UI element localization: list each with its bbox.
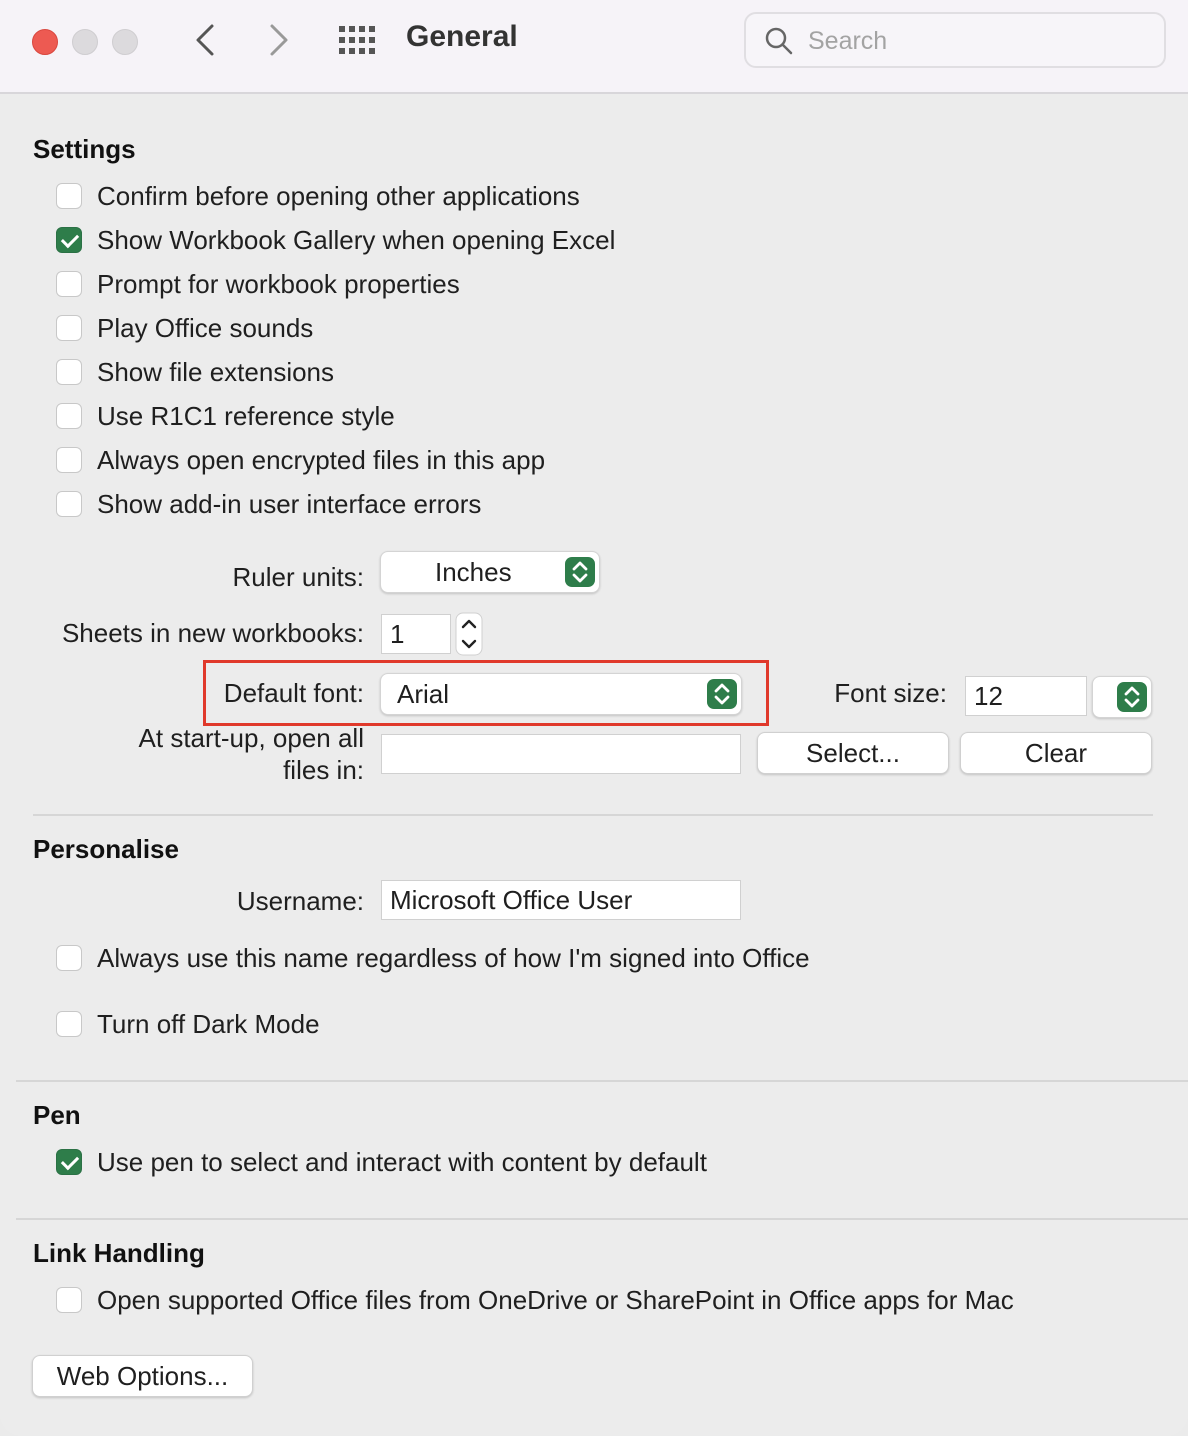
checkbox-label: Show file extensions bbox=[97, 356, 335, 387]
checkbox-label: Prompt for workbook properties bbox=[97, 268, 460, 299]
sheets-in-new-workbooks-label: Sheets in new workbooks: bbox=[61, 618, 364, 648]
window-title: General bbox=[406, 20, 518, 53]
clear-folder-button[interactable]: Clear bbox=[960, 732, 1152, 774]
checkbox[interactable] bbox=[56, 447, 82, 473]
play-office-sounds-row[interactable] bbox=[56, 312, 313, 344]
checkbox[interactable] bbox=[56, 271, 82, 297]
checkbox-label: Confirm before opening other applications bbox=[97, 180, 580, 211]
prompt-workbook-properties-row[interactable] bbox=[56, 268, 460, 300]
confirm-before-opening-row[interactable] bbox=[56, 180, 580, 212]
chevron-up-down-icon bbox=[1117, 682, 1147, 712]
web-options-button[interactable]: Web Options... bbox=[32, 1355, 253, 1397]
default-font-label: Default font: bbox=[223, 678, 364, 708]
minimize-window-button[interactable] bbox=[72, 29, 98, 55]
checkbox[interactable] bbox=[56, 359, 82, 385]
show-file-extensions-row[interactable] bbox=[56, 356, 334, 388]
checkbox-label: Play Office sounds bbox=[97, 312, 314, 343]
checkbox[interactable] bbox=[56, 1287, 82, 1313]
checkbox-label: Turn off Dark Mode bbox=[97, 1008, 320, 1039]
startup-label-line1: At start-up, open all bbox=[138, 723, 364, 753]
font-size-field[interactable]: 12 bbox=[965, 676, 1087, 716]
checkbox-label: Show add-in user interface errors bbox=[97, 488, 482, 519]
show-all-grid-icon[interactable] bbox=[338, 24, 378, 56]
search-field[interactable] bbox=[744, 12, 1166, 68]
sheets-count-field[interactable]: 1 bbox=[381, 614, 451, 654]
username-label: Username: bbox=[236, 886, 364, 916]
search-input[interactable] bbox=[806, 22, 1150, 60]
checkbox[interactable] bbox=[56, 315, 82, 341]
forward-arrow-icon[interactable] bbox=[258, 20, 298, 60]
checkbox-label: Always use this name regardless of how I'm signed into Office bbox=[97, 942, 810, 973]
open-encrypted-files-row[interactable] bbox=[56, 444, 545, 476]
ruler-units-value: Inches bbox=[435, 557, 512, 587]
section-divider bbox=[16, 1218, 1188, 1220]
font-size-label: Font size: bbox=[834, 678, 947, 708]
startup-folder-label bbox=[139, 722, 364, 786]
personalise-heading: Personalise bbox=[33, 834, 179, 864]
preferences-content bbox=[0, 94, 1188, 1436]
show-workbook-gallery-row[interactable] bbox=[56, 224, 615, 256]
default-font-value: Arial bbox=[397, 679, 450, 709]
checkbox-label: Use pen to select and interact with content by default bbox=[97, 1146, 707, 1177]
checkbox-label: Open supported Office files from OneDrive or SharePoint in Office apps for Mac bbox=[97, 1284, 1014, 1315]
default-font-highlight-box bbox=[203, 660, 769, 726]
checkbox[interactable] bbox=[56, 945, 82, 971]
search-icon bbox=[764, 26, 794, 56]
section-divider bbox=[33, 814, 1153, 816]
back-arrow-icon[interactable] bbox=[186, 20, 226, 60]
checkbox-checked[interactable] bbox=[56, 1149, 82, 1175]
checkbox-label: Use R1C1 reference style bbox=[97, 400, 395, 431]
settings-heading: Settings bbox=[33, 134, 136, 164]
open-supported-files-row[interactable] bbox=[56, 1284, 1014, 1316]
ruler-units-label: Ruler units: bbox=[232, 562, 364, 592]
close-window-button[interactable] bbox=[32, 29, 58, 55]
checkbox[interactable] bbox=[56, 403, 82, 429]
checkbox-label: Always open encrypted files in this app bbox=[97, 444, 546, 475]
checkbox[interactable] bbox=[56, 491, 82, 517]
turn-off-dark-mode-row[interactable] bbox=[56, 1008, 320, 1040]
link-handling-heading: Link Handling bbox=[33, 1238, 205, 1268]
checkbox-label: Show Workbook Gallery when opening Excel bbox=[97, 224, 616, 255]
always-use-name-row[interactable] bbox=[56, 942, 810, 974]
pen-heading: Pen bbox=[33, 1100, 81, 1130]
select-folder-button[interactable]: Select... bbox=[757, 732, 949, 774]
checkbox[interactable] bbox=[56, 1011, 82, 1037]
username-field[interactable]: Microsoft Office User bbox=[381, 880, 741, 920]
chevron-up-down-icon bbox=[565, 557, 595, 587]
zoom-window-button[interactable] bbox=[112, 29, 138, 55]
r1c1-reference-style-row[interactable] bbox=[56, 400, 395, 432]
use-pen-row[interactable] bbox=[56, 1146, 707, 1178]
ruler-units-popup[interactable] bbox=[380, 551, 600, 593]
startup-label-line2: files in: bbox=[283, 755, 364, 785]
sheets-stepper[interactable] bbox=[455, 612, 483, 656]
section-divider bbox=[16, 1080, 1188, 1082]
checkbox-checked[interactable] bbox=[56, 227, 82, 253]
checkbox[interactable] bbox=[56, 183, 82, 209]
startup-folder-field[interactable] bbox=[381, 734, 741, 774]
addin-ui-errors-row[interactable] bbox=[56, 488, 481, 520]
font-size-popup[interactable] bbox=[1092, 676, 1152, 718]
toolbar bbox=[0, 0, 1188, 94]
